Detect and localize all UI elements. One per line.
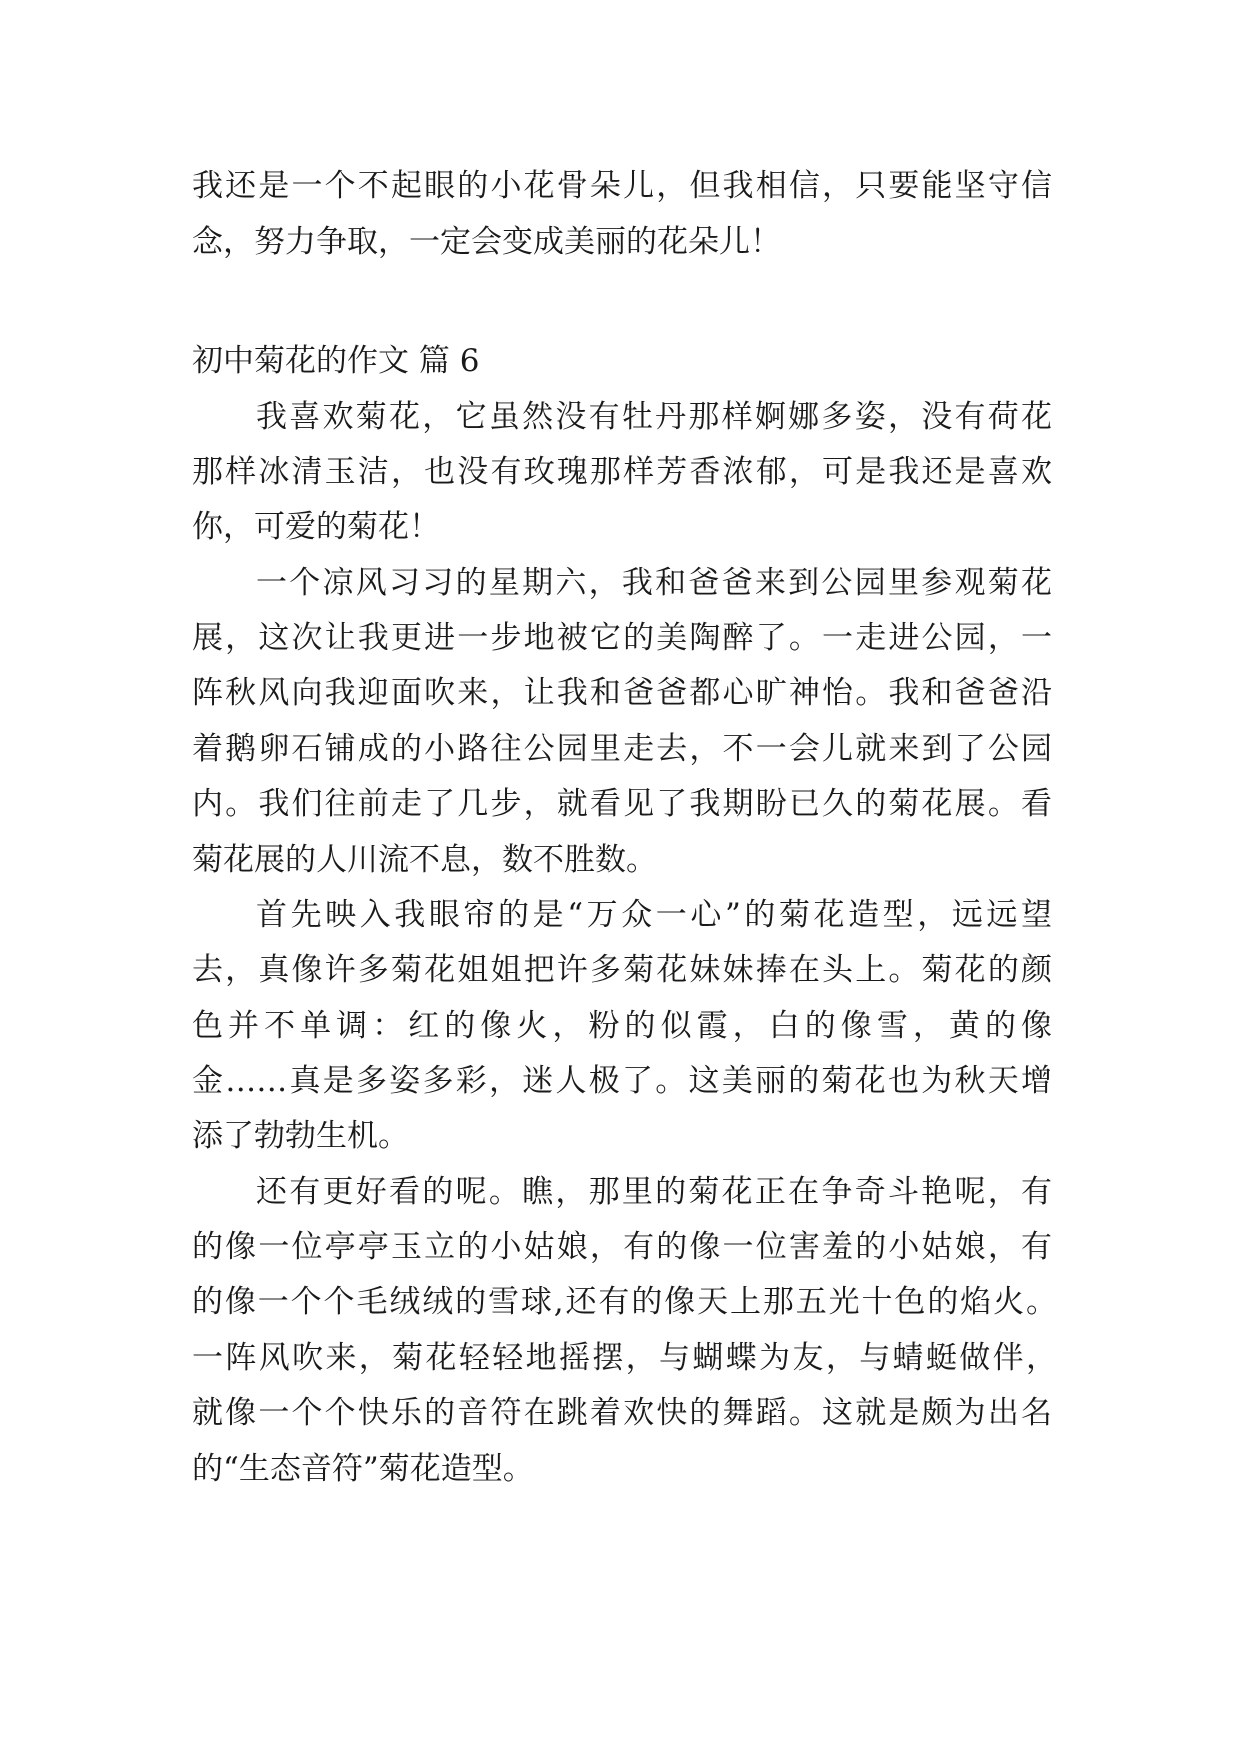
body-text-line: 去，真像许多菊花姐姐把许多菊花妹妹捧在头上。菊花的颜: [192, 952, 1052, 988]
body-text-line: 首先映入我眼帘的是“万众一心”的菊花造型，远远望: [256, 897, 1052, 933]
body-text-line: 还有更好看的呢。瞧，那里的菊花正在争奇斗艳呢，有: [256, 1174, 1052, 1210]
body-text-line: 的像一位亭亭玉立的小姑娘，有的像一位害羞的小姑娘，有: [192, 1229, 1052, 1265]
body-text-line: 阵秋风向我迎面吹来，让我和爸爸都心旷神怡。我和爸爸沿: [192, 675, 1052, 711]
body-text-line: 一阵风吹来，菊花轻轻地摇摆，与蝴蝶为友，与蜻蜓做伴，: [192, 1340, 1057, 1376]
body-text-line: 念，努力争取，一定会变成美丽的花朵儿！: [192, 224, 781, 260]
body-text-line: 就像一个个快乐的音符在跳着欢快的舞蹈。这就是颇为出名: [192, 1395, 1052, 1431]
body-text-line: 展，这次让我更进一步地被它的美陶醉了。一走进公园，一: [192, 620, 1052, 656]
body-text-line: 我还是一个不起眼的小花骨朵儿，但我相信，只要能坚守信: [192, 168, 1052, 204]
body-text-line: 一个凉风习习的星期六，我和爸爸来到公园里参观菊花: [256, 565, 1052, 601]
body-text-line: 添了勃勃生机。: [192, 1118, 409, 1154]
body-text-line: 的“生态音符”菊花造型。: [192, 1451, 534, 1487]
body-text-line: 金……真是多姿多彩，迷人极了。这美丽的菊花也为秋天增: [192, 1063, 1052, 1099]
body-text-line: 我喜欢菊花，它虽然没有牡丹那样婀娜多姿，没有荷花: [256, 399, 1052, 435]
body-text-line: 那样冰清玉洁，也没有玫瑰那样芳香浓郁，可是我还是喜欢: [192, 454, 1052, 490]
body-text-line: 着鹅卵石铺成的小路往公园里走去，不一会儿就来到了公园: [192, 731, 1052, 767]
body-text-line: 内。我们往前走了几步，就看见了我期盼已久的菊花展。看: [192, 786, 1052, 822]
body-text-line: 菊花展的人川流不息，数不胜数。: [192, 842, 657, 878]
body-text-line: 的像一个个毛绒绒的雪球,还有的像天上那五光十色的焰火。: [192, 1284, 1057, 1320]
body-text-line: 色并不单调：红的像火，粉的似霞，白的像雪，黄的像: [192, 1008, 1052, 1044]
section-heading: 初中菊花的作文 篇 6: [192, 343, 480, 379]
body-text-line: 你，可爱的菊花！: [192, 509, 440, 545]
